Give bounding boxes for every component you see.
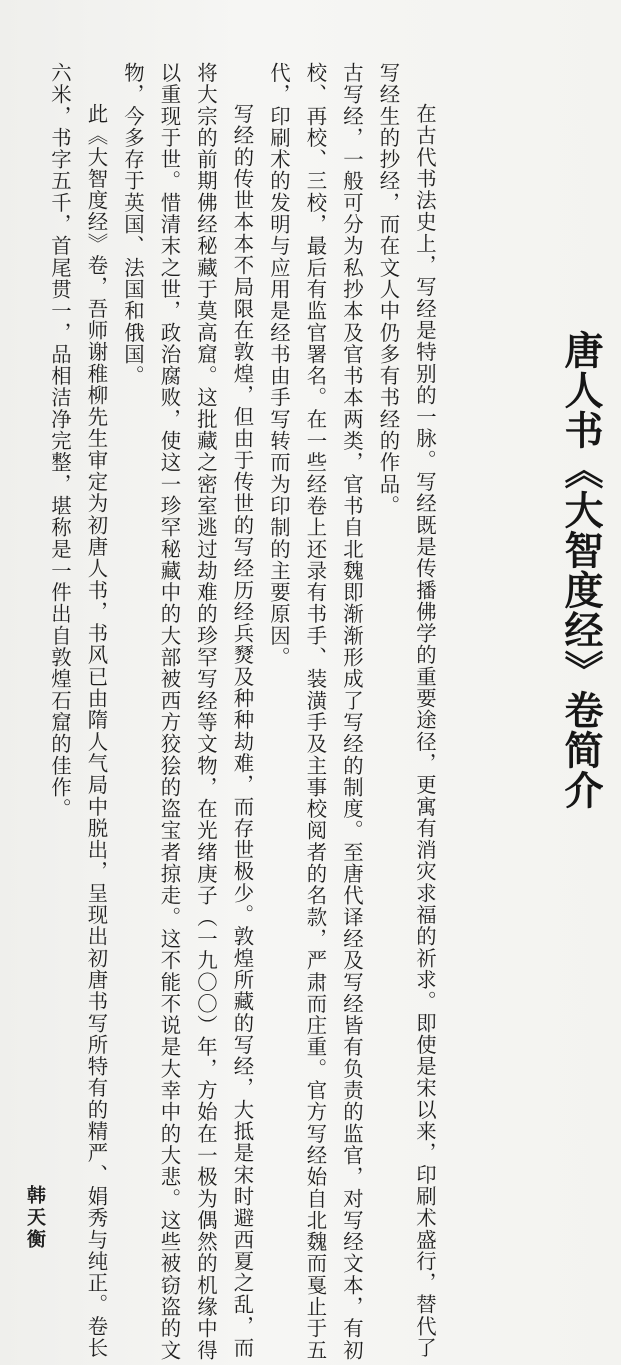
paragraph-2: 古写经，一般可分为私抄本及官书本两类，官书自北魏即渐渐形成了写经的制度。至唐代译经及写经皆有负责的监官，对写经文本，有初校、再校、三校，最后有监官署名。在一些经卷上还录有书手、装潢手及主事校阅者的名款，严肃而庄重。官方写经始自北魏而戛止于五代，印刷术的发明与应用是经书由手写转而为印制的主要原因。 — [267, 62, 364, 1361]
paragraph-3: 写经的传世本本不局限在敦煌，但由于传世的写经历经兵燹及种种劫难，而存世极少。敦煌所藏的写经，大抵是宋时避西夏之乱，而将大宗的前期佛经秘藏于莫高窟。这批藏之密室逃过劫难的珍罕写经等文物，在光绪庚子（一九〇〇）年，方始在一极为偶然的机缘中得以重现于世。惜清末之世，政治腐败，使这一珍罕秘藏中的大部被西方狡狯的盗宝者掠走。这不能不说是大幸中的大悲。这些被窃盗的文物，今多存于英国、法国和俄国。 — [121, 62, 255, 1361]
paragraph-1: 在古代书法史上，写经是特别的一脉。写经既是传播佛学的重要途径，更寓有消灾求福的祈求。即使是宋以来，印刷术盛行，替代了写经生的抄经，而在文人中仍多有书经的作品。 — [376, 62, 437, 1359]
article-title: 唐人书《大智度经》卷简介 — [558, 330, 603, 810]
paragraph-4: 此《大智度经》卷，吾师谢稚柳先生审定为初唐人书，书风已由隋人气局中脱出，呈现出初唐书写所特有的精严、娟秀与纯正。卷长六米，书字五千，首尾贯一，品相洁净完整，堪称是一件出自敦煌石窟的佳作。 — [48, 62, 109, 1359]
author-signature: 韩天衡 — [24, 1185, 46, 1251]
article-body — [3, 62, 443, 1365]
